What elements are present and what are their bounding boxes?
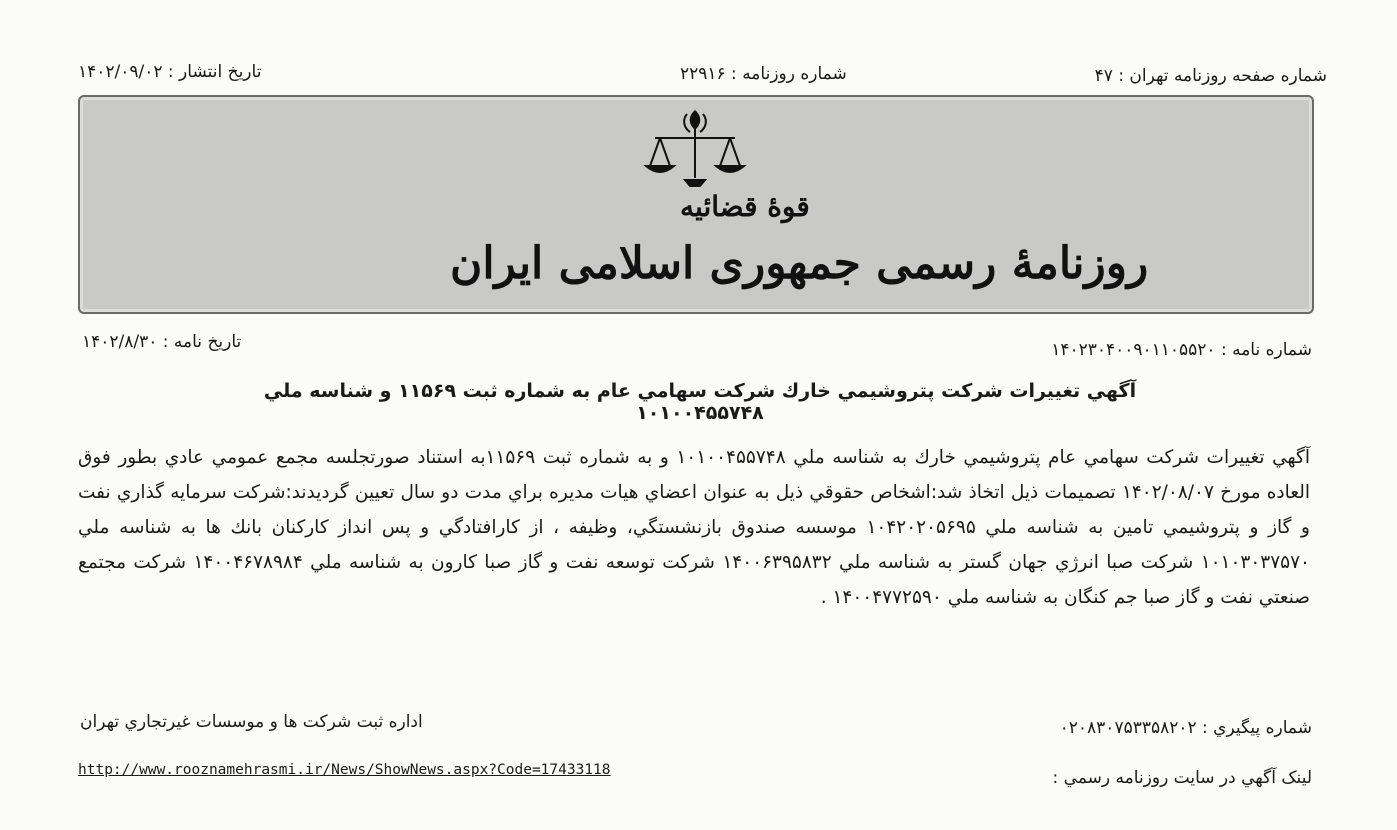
judiciary-subtitle: قوۀ قضائیه (680, 190, 810, 223)
link-caption: لينک آگهي در سايت روزنامه رسمي : (1052, 768, 1312, 788)
notice-headline: آگهي تغييرات شركت پتروشيمي خارك شركت سهامي عام به شماره ثبت ۱۱۵۶۹ و شناسه ملي ۱۰۱۰۰۴۵۵۷۴۸ (263, 380, 1137, 424)
notice-body: آگهي تغييرات شركت سهامي عام پتروشيمي خارك به شناسه ملي ۱۰۱۰۰۴۵۵۷۴۸ و به شماره ثبت ۱۱۵۶۹به استناد صورتجلسه مجمع عمومي عادي بطور فوق العاده مورخ ۱۴۰۲/۰۸/۰۷ تصميمات ذيل اتخاذ شد:اشخاص حقوقي ذيل به عنوان اعضاي هيات مديره براي مدت دو سال تعيين گرديدند:شركت سرمايه گذاري نفت و گاز و پتروشيمي تامين به شناسه ملي ۱۰۴۲۰۲۰۵۶۹۵ موسسه صندوق بازنشستگي، وظيفه ، از كارافتادگي و پس انداز كاركنان بانك ها به شناسه ملي ۱۰۱۰۳۰۳۷۵۷۰ شركت صبا انرژي جهان گستر به شناسه ملي ۱۴۰۰۶۳۹۵۸۳۲ شركت توسعه نفت و گاز صبا كارون به شناسه ملي ۱۴۰۰۴۶۷۸۹۸۴ شركت مجتمع صنعتي نفت و گاز صبا جم كنگان به شناسه ملي ۱۴۰۰۴۷۷۲۵۹۰ . (78, 447, 1310, 608)
letter-date-label: تاريخ نامه : ۱۴۰۲/۸/۳۰ (82, 332, 242, 352)
tracking-number-label: شماره پيگيري : ۰۲۰۸۳۰۷۵۳۳۵۸۲۰۲ (1059, 718, 1312, 738)
registry-office-label: اداره ثبت شركت ها و موسسات غيرتجاري تهران (80, 712, 423, 732)
gazette-title: روزنامۀ رسمی جمهوری اسلامی ایران (450, 238, 1149, 289)
publish-date-label: تاريخ انتشار : ۱۴۰۲/۰۹/۰۲ (78, 62, 262, 82)
letter-number-label: شماره نامه : ۱۴۰۲۳۰۴۰۰۹۰۱۱۰۵۵۲۰ (1051, 340, 1312, 360)
page-number-label: شماره صفحه روزنامه تهران : ۴۷ (1094, 66, 1327, 86)
paper-number-label: شماره روزنامه : ۲۲۹۱۶ (680, 64, 847, 84)
notice-link[interactable]: http://www.roozn​amehrasmi.ir/News/ShowNews.aspx?Code=17433118 (78, 762, 611, 778)
scales-emblem-icon (640, 108, 750, 190)
